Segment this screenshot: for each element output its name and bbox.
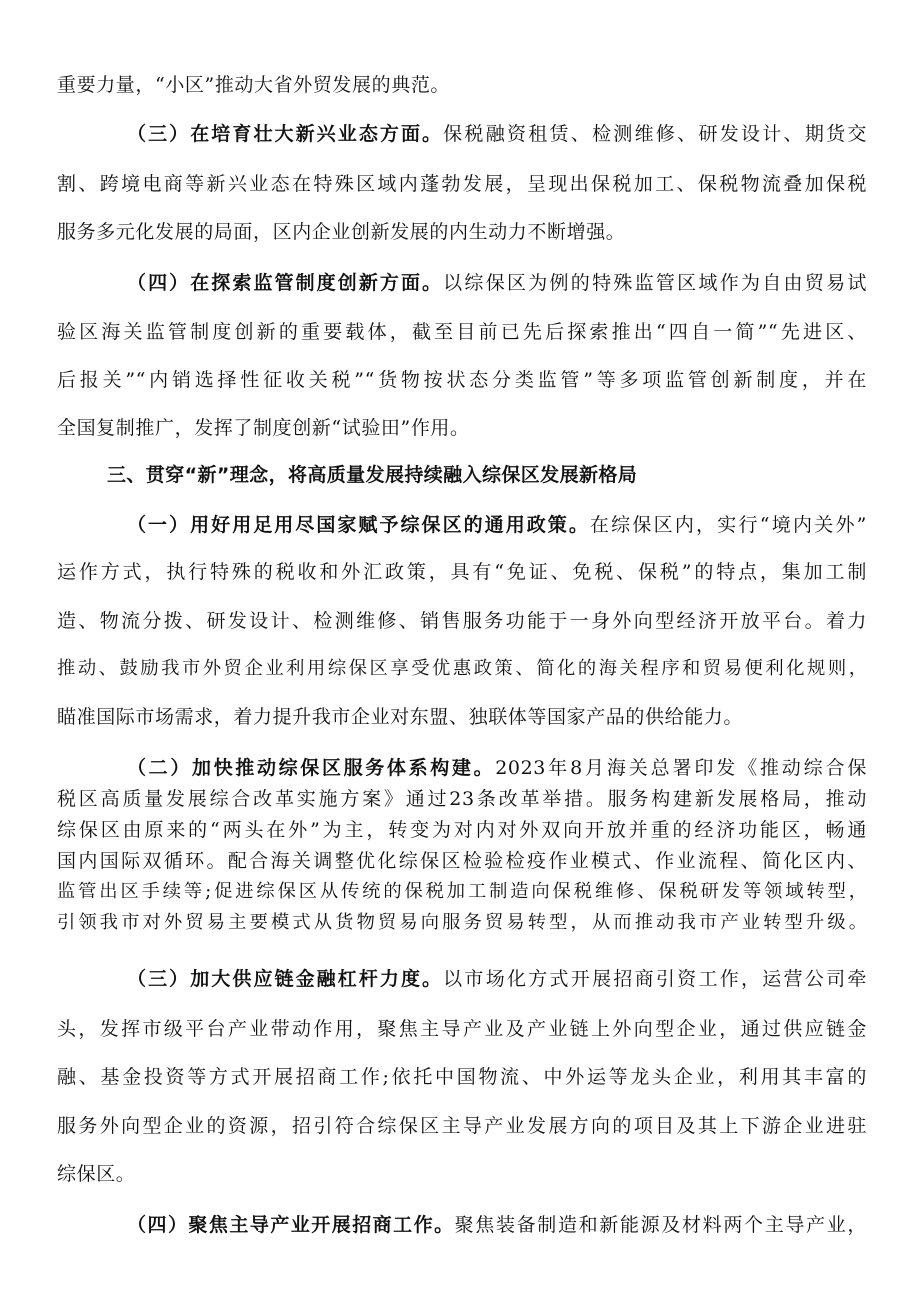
paragraph-line: 服务外向型企业的资源，招引符合综保区主导产业发展方向的项目及其上下游企业进驻 [57, 1115, 867, 1137]
paragraph-heading: （四）在探索监管制度创新方面。 [127, 272, 444, 294]
paragraph-line: 造、物流分拨、研发设计、检测维修、销售服务功能于一身外向型经济开放平台。着力 [57, 610, 867, 632]
paragraph-heading: （二）加快推动综保区服务体系构建。 [127, 757, 496, 779]
paragraph-line: 综保区由原来的“两头在外”为主，转变为对内对外双向开放并重的经济功能区，畅通 [57, 819, 867, 841]
paragraph-text: 以综保区为例的特殊监管区域作为自由贸易试 [443, 272, 867, 294]
paragraph-line: 监管出区手续等;促进综保区从传统的保税加工制造向保税维修、保税研发等领域转型， [57, 881, 867, 902]
paragraph-line: 后报关”“内销选择性征收关税”“货物按状态分类监管”等多项监管创新制度，并在 [57, 369, 867, 391]
paragraph-heading: （四）聚焦主导产业开展招商工作。 [127, 1214, 455, 1236]
paragraph-line: 国内国际双循环。配合海关调整优化综保区检验检疫作业模式、作业流程、简化区内、 [57, 850, 867, 872]
paragraph-line: 全国复制推广，发挥了制度创新“试验田”作用。 [57, 417, 470, 439]
paragraph-line: 综保区。 [57, 1163, 136, 1185]
paragraph-first-line [127, 270, 867, 296]
paragraph-line: 运作方式，执行特殊的税收和外汇政策，具有“免证、免税、保税”的特点，集加工制 [57, 561, 867, 583]
paragraph-first-line [127, 512, 867, 538]
paragraph-line: 服务多元化发展的局面，区内企业创新发展的内生动力不断增强。 [57, 221, 626, 243]
paragraph-text: 2023年8月海关总署印发《推动综合保 [495, 757, 867, 779]
paragraph-line: 融、基金投资等方式开展招商工作;依托中国物流、中外运等龙头企业，利用其丰富的 [57, 1066, 867, 1088]
paragraph-line: 引领我市对外贸易主要模式从货物贸易向服务贸易转型，从而推动我市产业转型升级。 [57, 912, 867, 933]
paragraph-first-line [127, 966, 867, 992]
paragraph-line: 税区高质量发展综合改革实施方案》通过23条改革举措。服务构建新发展格局，推动 [57, 788, 867, 810]
paragraph-first-line [127, 755, 867, 781]
section-heading: 三、贯穿“新”理念，将高质量发展持续融入综保区发展新格局 [107, 464, 638, 486]
paragraph-heading: （一）用好用足用尽国家赋予综保区的通用政策。 [127, 514, 590, 536]
paragraph-text: 聚焦装备制造和新能源及材料两个主导产业， [454, 1214, 867, 1236]
paragraph-line: 推动、鼓励我市外贸企业利用综保区享受优惠政策、简化的海关程序和贸易便利化规则， [57, 658, 867, 679]
paragraph-line: 割、跨境电商等新兴业态在特殊区域内蓬勃发展，呈现出保税加工、保税物流叠加保税 [57, 173, 867, 195]
paragraph-text: 保税融资租赁、检测维修、研发设计、期货交 [443, 123, 867, 145]
paragraph-heading: （三）加大供应链金融杠杆力度。 [127, 968, 444, 990]
paragraph-first-line [127, 1212, 867, 1238]
paragraph-heading: （三）在培育壮大新兴业态方面。 [127, 123, 444, 145]
paragraph-line: 验区海关监管制度创新的重要载体，截至目前已先后探索推出“四自一简”“先进区、 [57, 321, 867, 343]
paragraph-line: 头，发挥市级平台产业带动作用，聚焦主导产业及产业链上外向型企业，通过供应链金 [57, 1018, 867, 1040]
paragraph-line: 瞄准国际市场需求，着力提升我市企业对东盟、独联体等国家产品的供给能力。 [57, 706, 744, 728]
paragraph-text: 以市场化方式开展招商引资工作，运营公司牵 [443, 968, 867, 990]
paragraph-first-line [127, 121, 867, 147]
paragraph-line: 重要力量，“小区”推动大省外贸发展的典范。 [57, 74, 451, 96]
paragraph-text: 在综保区内，实行“境内关外” [589, 514, 867, 536]
